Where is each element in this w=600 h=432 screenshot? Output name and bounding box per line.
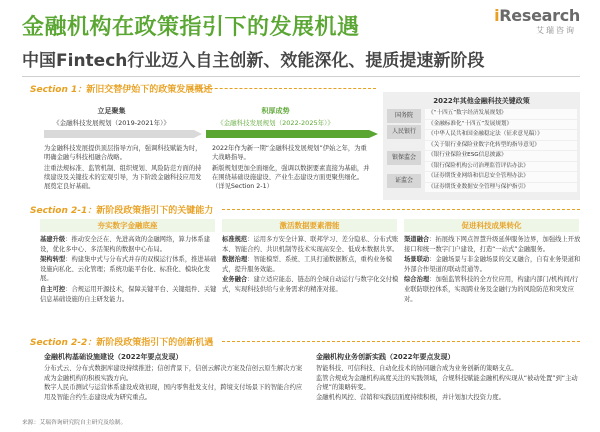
policy-2019-doc: 《金融科技发展规划（2019-2021年）》 bbox=[53, 119, 170, 127]
capability-item: 自主可控：合规运用开源技术，保障关键平台、关键组件、关键信息基础设施的自主研发能力。 bbox=[40, 285, 217, 303]
key-policies-title: 2022年其他金融科技关键政策 bbox=[433, 97, 530, 105]
finding-item: 智能科技、可信科技、自动化技术的协同融合成为业务创新的策略支点。 bbox=[316, 365, 518, 372]
agency-label: 银保监会 bbox=[387, 151, 421, 165]
header-divider bbox=[22, 76, 580, 77]
capability-item: 场景联动：金融场景与非金融场景的交叉融合，自有业务渠道和外部合作渠道的联动贯通等。 bbox=[404, 256, 581, 273]
capability-item: 渠道融合：拓展线下网点智慧升级延伸服务边界，加强线上开放接口和统一数字门户建设，打造“一站式”金融服务。 bbox=[404, 236, 581, 253]
agency-label: 人民银行 bbox=[387, 125, 421, 139]
capability-column bbox=[222, 235, 400, 296]
timeline-arrow-grey bbox=[44, 130, 202, 138]
capability-column bbox=[40, 235, 218, 305]
section21-title: Section 2-1：新阶段政策指引下的关键能力 bbox=[30, 206, 214, 216]
capability-item: 标准规范：运用多方安全计算、联邦学习、差分隐私、分布式账本、智能合约、共识机制等技术实现高安全、低成本数据共享。 bbox=[222, 236, 399, 253]
policy-item: 《银行保险机构公司治理监管评估办法》 bbox=[425, 162, 577, 172]
capability-item: 业务融合：建立适应能态、链态的全域自动运行与数字化交付模式，实现科技供给与业务需求的精准对接。 bbox=[222, 276, 399, 293]
capability-item: 基建升级：推动安全泛在、先进高效的金融网络，算力体系建设，优化多中心、多活架构的数据中心布局。 bbox=[40, 236, 211, 253]
capability-head-digital-base: 夯实数字金融底座 bbox=[40, 219, 215, 232]
policy-item: 《证券期货业网络和信息安全管理办法》 bbox=[425, 172, 577, 182]
key-policies-panel bbox=[383, 92, 580, 200]
section1-divider bbox=[190, 88, 376, 89]
timeline-arrow-green bbox=[206, 130, 378, 138]
capability-item: 架构转型：构建集中式与分布式并存的双模运行体系，推进基础设施向私化、云化管理；系统功能平台化、标准化、模块化发展。 bbox=[40, 256, 217, 283]
logo-wordmark: iResearch bbox=[494, 6, 580, 25]
source-note: 来源：艾瑞咨询研究院自主研究及绘制。 bbox=[22, 420, 127, 426]
capability-column bbox=[404, 235, 582, 305]
policy-item: 《中华人民共和国金融稳定法（征求意见稿）》 bbox=[425, 130, 577, 140]
policy-2019-bullets bbox=[44, 144, 204, 193]
capability-item: 综合治理：加强监管科技的全方位应用，构建内部门/机构间/行业联防联控体系，实现跨业务及金融行为的风险防范和突发应对。 bbox=[404, 276, 579, 303]
section22-divider bbox=[222, 341, 580, 342]
policy-2022-doc: 《金融科技发展规划（2022-2025年）》 bbox=[217, 119, 334, 127]
policy-item: 《关于银行业保险业数字化转型的指导意见》 bbox=[425, 141, 577, 151]
section22-title: Section 2-2：新阶段政策指引下的创新机遇 bbox=[30, 338, 214, 348]
policy-2022-bullets bbox=[212, 144, 372, 193]
page-title: 金融机构在政策指引下的发展机遇 bbox=[22, 15, 360, 40]
capability-head-data-elements: 激活数据要素潜能 bbox=[222, 219, 397, 232]
timeline-arrow bbox=[44, 128, 380, 140]
bullet: 新版规划更加全面细化，强调以数据要素直接为基础，并在围绕基础设施建设、产业生态建设方面更聚焦细化。（详见Section 2-1） bbox=[212, 165, 370, 190]
section21-divider bbox=[222, 209, 580, 210]
capability-item: 数据治理：智能模型、系统、工具打通数据断点，重构业务模式，提升服务效能。 bbox=[222, 256, 393, 273]
bullet: 2022年作为新一期“金融科技发展规划”伊始之年，为重大战略指导。 bbox=[212, 145, 367, 161]
policy-2022-block bbox=[212, 106, 339, 127]
finding-item: 监管合规成为金融机构高度关注的实践领域，合规科技赋能金融机构实现从“被动处置”到“主动合规”的策略转变。 bbox=[316, 374, 578, 392]
logo-subtitle: 艾瑞咨询 bbox=[536, 26, 576, 35]
agency-label: 国务院 bbox=[387, 109, 421, 123]
bullet: 为金融科技发展提供顶层指导方向，强调科技赋能为时，明确金融与科技相融合战略。 bbox=[44, 145, 202, 161]
policy-2019-block bbox=[48, 106, 175, 127]
infrastructure-findings-head: 金融机构基础设施建设（2022年要点发现） bbox=[44, 353, 183, 361]
policy-item: 《银行业保险业ESG信息披露》 bbox=[425, 151, 577, 161]
page-subtitle: 中国Fintech行业迈入自主创新、效能深化、提质提速新阶段 bbox=[22, 51, 485, 71]
finding-item: 分布式云、分布式数据库建设持续推进；信创背景下，信创云解决方案及信创云原生解决方案成为金融机构的积极实践方向。 bbox=[44, 365, 303, 382]
policy-item: 《证券期货业数据安全管理与保护指引》 bbox=[425, 183, 577, 193]
policy-item: 《金融标准化“十四五”发展规划》 bbox=[425, 120, 577, 130]
policy-2019-name: 立足聚集 bbox=[97, 107, 126, 115]
policy-item: 《“十四五”数字经济发展规划》 bbox=[425, 109, 577, 119]
capability-head-tech-transfer: 促进科技成果转化 bbox=[404, 219, 579, 232]
business-findings bbox=[316, 364, 578, 402]
business-findings-head: 金融机构业务创新实践（2022年要点发现） bbox=[316, 353, 455, 361]
finding-item: 金融机构风控、营销和实践层面度持续积极，并计划加大投资力度。 bbox=[316, 393, 505, 401]
finding-item: 数字人民币测试与运营体系建设成效初现，国内零售批发支付，跨境支付场景下的智能合约应用及智能合约生态建设成为研究重点。 bbox=[44, 384, 303, 401]
policy-2022-name: 积厚成势 bbox=[261, 107, 290, 115]
agency-label: 证监会 bbox=[387, 174, 421, 188]
key-policies-list bbox=[425, 109, 577, 193]
infrastructure-findings bbox=[44, 364, 304, 402]
section1-title: Section 1：新旧交替伊始下的政策发展概述 bbox=[30, 85, 213, 95]
iresearch-logo bbox=[494, 6, 580, 36]
bullet: 注重法规标准、监管机制、组织规划、风险防范方面的持续建设及关键技术的宏观引导，为下阶段金融科技应用发展奠定良好基础。 bbox=[44, 165, 202, 190]
